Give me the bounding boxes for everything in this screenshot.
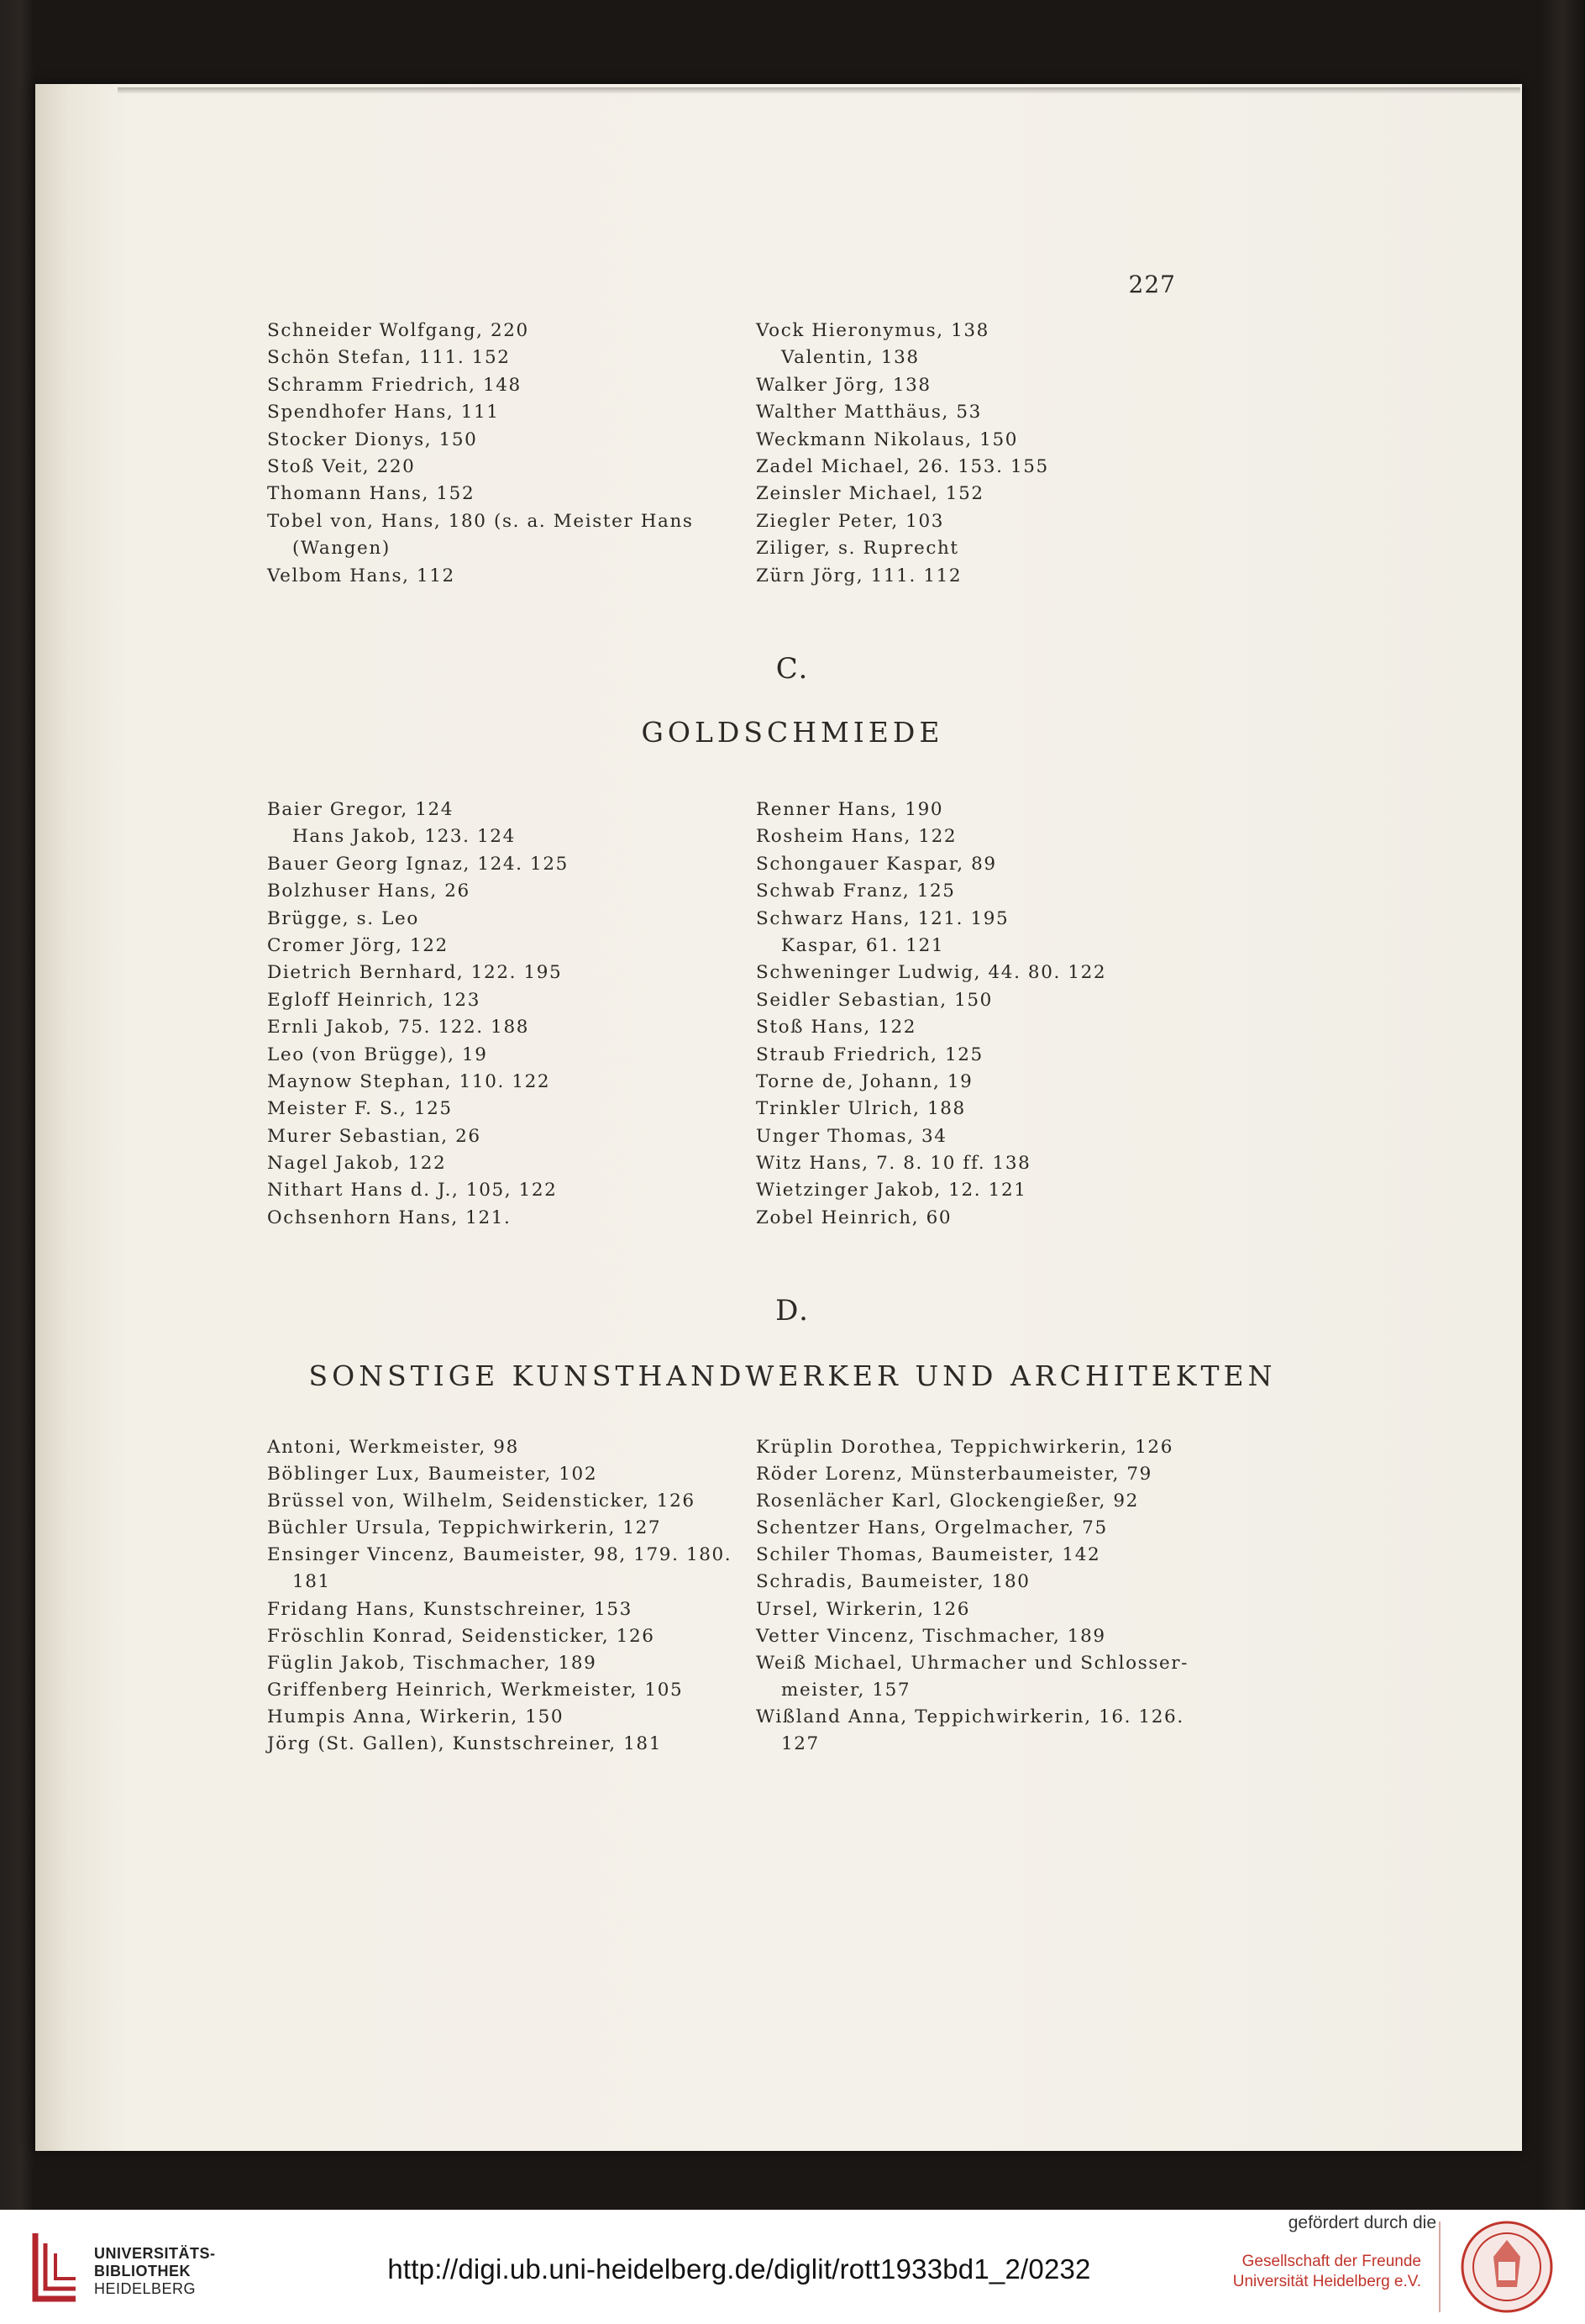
- index-entry: Dietrich Bernhard, 122. 195: [267, 962, 563, 984]
- footer-divider: [1439, 2221, 1441, 2312]
- index-entry: Maynow Stephan, 110. 122: [267, 1070, 551, 1092]
- index-entry: Kaspar, 61. 121: [781, 934, 945, 956]
- index-entry: Fridang Hans, Kunstschreiner, 153: [267, 1598, 632, 1620]
- section-d-letter: D.: [775, 1294, 810, 1328]
- index-column-c-left: [267, 797, 737, 1232]
- index-entry: Renner Hans, 190: [756, 799, 944, 820]
- index-entry: Ziliger, s. Ruprecht: [756, 538, 959, 560]
- index-entry: Ursel, Wirkerin, 126: [756, 1598, 971, 1620]
- index-entry: Vetter Vincenz, Tischmacher, 189: [756, 1625, 1106, 1647]
- index-entry: Ochsenhorn Hans, 121.: [267, 1207, 512, 1228]
- index-column-b-right: [756, 318, 1226, 590]
- index-entry: Ziegler Peter, 103: [756, 510, 945, 532]
- index-entry: Rosheim Hans, 122: [756, 826, 958, 848]
- index-entry: Bauer Georg Ignaz, 124. 125: [267, 853, 569, 875]
- index-entry: Schiler Thomas, Baumeister, 142: [756, 1544, 1101, 1566]
- funder-name[interactable]: [1210, 2252, 1421, 2292]
- index-entry: Hans Jakob, 123. 124: [292, 826, 516, 848]
- index-entry: 127: [781, 1733, 820, 1755]
- index-entry: Krüplin Dorothea, Teppichwirkerin, 126: [756, 1437, 1173, 1458]
- index-entry: Schongauer Kaspar, 89: [756, 853, 997, 875]
- index-entry: Cromer Jörg, 122: [267, 934, 449, 956]
- index-entry: Egloff Heinrich, 123: [267, 989, 480, 1011]
- index-entry: Schentzer Hans, Orgelmacher, 75: [756, 1517, 1108, 1539]
- funded-by-label: gefördert durch die: [1288, 2213, 1436, 2232]
- library-logo-icon[interactable]: [30, 2228, 81, 2304]
- permalink-url[interactable]: http://digi.ub.uni-heidelberg.de/diglit/rott1933bd1_2/0232: [387, 2253, 1091, 2285]
- index-entry: Walker Jörg, 138: [756, 374, 932, 396]
- index-entry: Weckmann Nikolaus, 150: [756, 429, 1019, 450]
- index-entry: Stoß Hans, 122: [756, 1017, 917, 1038]
- index-entry: Jörg (St. Gallen), Kunstschreiner, 181: [267, 1733, 662, 1755]
- index-entry: Torne de, Johann, 19: [756, 1070, 974, 1092]
- index-entry: Velbom Hans, 112: [267, 565, 455, 586]
- index-entry: Zeinsler Michael, 152: [756, 483, 984, 505]
- index-entry: Baier Gregor, 124: [267, 799, 454, 820]
- index-entry: Spendhofer Hans, 111: [267, 402, 500, 423]
- index-entry: Tobel von, Hans, 180 (s. a. Meister Hans: [267, 510, 694, 532]
- index-entry: Bolzhuser Hans, 26: [267, 881, 470, 902]
- page-number: 227: [1128, 271, 1176, 298]
- section-c-letter: C.: [775, 652, 810, 686]
- index-entry: Griffenberg Heinrich, Werkmeister, 105: [267, 1679, 684, 1701]
- index-entry: Schön Stefan, 111. 152: [267, 347, 511, 369]
- index-entry: Weiß Michael, Uhrmacher und Schlosser-: [756, 1652, 1189, 1674]
- index-entry: (Wangen): [292, 538, 391, 560]
- index-entry: 181: [292, 1571, 331, 1593]
- index-entry: Schwarz Hans, 121. 195: [756, 907, 1010, 929]
- section-c-title: GOLDSCHMIEDE: [641, 716, 944, 749]
- index-entry: Antoni, Werkmeister, 98: [267, 1437, 519, 1458]
- index-entry: Leo (von Brügge), 19: [267, 1044, 488, 1065]
- index-entry: Unger Thomas, 34: [756, 1125, 947, 1147]
- library-name-line2: BIBLIOTHEK: [94, 2263, 191, 2279]
- index-entry: Büchler Ursula, Teppichwirkerin, 127: [267, 1517, 662, 1539]
- index-column-d-right: [756, 1434, 1260, 1758]
- page-top-shadow: [118, 87, 1520, 94]
- index-entry: Humpis Anna, Wirkerin, 150: [267, 1706, 564, 1727]
- index-entry: Witz Hans, 7. 8. 10 ff. 138: [756, 1153, 1031, 1175]
- index-entry: Vock Hieronymus, 138: [756, 320, 989, 341]
- index-entry: Brüssel von, Wilhelm, Seidensticker, 126: [267, 1491, 695, 1512]
- index-entry: Wietzinger Jakob, 12. 121: [756, 1180, 1027, 1201]
- index-entry: Wißland Anna, Teppichwirkerin, 16. 126.: [756, 1706, 1184, 1727]
- library-name-line3: HEIDELBERG: [94, 2280, 197, 2297]
- index-entry: Schweninger Ludwig, 44. 80. 122: [756, 962, 1107, 984]
- index-entry: Nithart Hans d. J., 105, 122: [267, 1180, 558, 1201]
- library-name[interactable]: [94, 2245, 216, 2298]
- index-column-c-right: [756, 797, 1226, 1232]
- viewer-footer: [0, 2210, 1585, 2324]
- index-entry: Trinkler Ulrich, 188: [756, 1098, 966, 1120]
- index-entry: Schwab Franz, 125: [756, 881, 956, 902]
- index-entry: Stocker Dionys, 150: [267, 429, 478, 450]
- index-entry: Nagel Jakob, 122: [267, 1153, 447, 1175]
- index-entry: Schramm Friedrich, 148: [267, 374, 522, 396]
- funder-name-line1: Gesellschaft der Freunde: [1241, 2253, 1421, 2270]
- index-entry: Zobel Heinrich, 60: [756, 1207, 953, 1228]
- index-column-d-left: [267, 1434, 771, 1758]
- index-entry: meister, 157: [781, 1679, 911, 1701]
- index-entry: Valentin, 138: [781, 347, 920, 369]
- funder-name-line2: Universität Heidelberg e.V.: [1232, 2273, 1421, 2290]
- index-entry: Schneider Wolfgang, 220: [267, 320, 529, 341]
- library-name-line1: UNIVERSITÄTS-: [94, 2245, 216, 2262]
- index-entry: Röder Lorenz, Münsterbaumeister, 79: [756, 1464, 1152, 1485]
- section-d-title: SONSTIGE KUNSTHANDWERKER UND ARCHITEKTEN: [308, 1359, 1277, 1392]
- index-entry: Straub Friedrich, 125: [756, 1044, 984, 1065]
- index-entry: Thomann Hans, 152: [267, 483, 475, 505]
- index-entry: Meister F. S., 125: [267, 1098, 453, 1120]
- index-entry: Murer Sebastian, 26: [267, 1125, 481, 1147]
- university-seal-icon: [1460, 2220, 1554, 2314]
- index-entry: Brügge, s. Leo: [267, 907, 419, 929]
- index-entry: Seidler Sebastian, 150: [756, 989, 993, 1011]
- index-entry: Schradis, Baumeister, 180: [756, 1571, 1031, 1593]
- index-entry: Füglin Jakob, Tischmacher, 189: [267, 1652, 597, 1674]
- index-entry: Walther Matthäus, 53: [756, 402, 982, 423]
- index-entry: Zadel Michael, 26. 153. 155: [756, 455, 1049, 477]
- index-entry: Stoß Veit, 220: [267, 455, 416, 477]
- index-entry: Ernli Jakob, 75. 122. 188: [267, 1017, 530, 1038]
- index-column-b-left: [267, 318, 737, 590]
- index-entry: Ensinger Vincenz, Baumeister, 98, 179. 180.: [267, 1544, 732, 1566]
- index-entry: Fröschlin Konrad, Seidensticker, 126: [267, 1625, 655, 1647]
- index-entry: Böblinger Lux, Baumeister, 102: [267, 1464, 598, 1485]
- index-entry: Zürn Jörg, 111. 112: [756, 565, 963, 586]
- index-entry: Rosenlächer Karl, Glockengießer, 92: [756, 1491, 1139, 1512]
